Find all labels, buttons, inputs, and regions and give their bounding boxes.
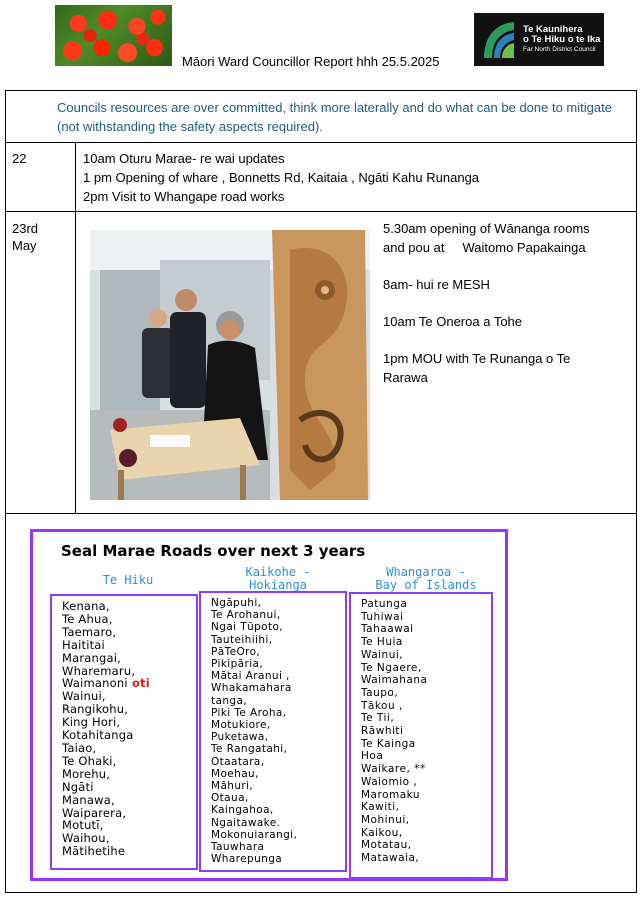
road-name: Piki Te Aroha, xyxy=(211,706,287,719)
road-name: Te Ahua, xyxy=(62,611,113,626)
resources-note: Councils resources are over committed, think more laterally and do what can be done to mitigate (not withstanding the safety aspects required). xyxy=(57,100,612,134)
road-list-item xyxy=(361,649,491,662)
column-heading-text: Bay of Islands xyxy=(375,578,477,592)
entry-line: 10am Te Oneroa a Tohe xyxy=(383,314,523,329)
road-list-item xyxy=(211,780,345,792)
road-list-item xyxy=(211,621,345,633)
road-name: Hoa xyxy=(361,750,384,763)
road-name: Maromaku xyxy=(361,788,421,801)
road-name: Mohinui, xyxy=(361,813,410,826)
road-list-item xyxy=(211,731,345,743)
council-logo xyxy=(474,13,604,66)
road-list-item xyxy=(361,598,491,611)
road-list-item xyxy=(361,636,491,649)
road-list-item xyxy=(361,712,491,725)
road-list-item xyxy=(361,700,491,713)
road-name: Mokonuiarangi, xyxy=(211,828,298,841)
row-divider xyxy=(5,513,637,514)
kaikohe-hokianga-list-box xyxy=(199,591,347,872)
road-name: Waikare, ** xyxy=(361,763,426,776)
road-list-item xyxy=(211,743,345,755)
road-name: Ngaitawake. xyxy=(211,816,281,829)
road-name: Wharepunga xyxy=(211,853,283,866)
road-list-item xyxy=(361,827,491,840)
road-name: Haititai xyxy=(62,637,105,652)
road-list-item xyxy=(361,738,491,751)
road-list-item xyxy=(211,817,345,829)
road-name: Moehau, xyxy=(211,767,259,780)
road-name: Te Kainga xyxy=(361,737,416,750)
road-list-item xyxy=(211,804,345,816)
road-list-item xyxy=(361,839,491,852)
road-list-item xyxy=(211,695,345,707)
entry-line: 2pm Visit to Whangape road works xyxy=(83,189,285,204)
road-list-item xyxy=(361,687,491,700)
road-name: Tākou , xyxy=(361,699,403,712)
entry-date-month: May xyxy=(12,238,37,253)
road-name: Wainui, xyxy=(361,648,404,661)
row-divider xyxy=(5,142,637,143)
road-list-item xyxy=(361,611,491,624)
road-name: Waimahana xyxy=(361,674,428,687)
road-list-item xyxy=(211,609,345,621)
road-name: Taupo, xyxy=(361,686,399,699)
row-divider xyxy=(5,211,637,212)
signing-ceremony-photo xyxy=(90,230,370,500)
road-name: tanga, xyxy=(211,694,248,707)
road-name: Otaua, xyxy=(211,792,249,805)
column-heading-text: Whangaroa - xyxy=(386,565,466,579)
road-name: Māhuri, xyxy=(211,780,254,793)
column-heading-kaikohe-hokianga xyxy=(203,566,353,592)
road-name: PāTeOro, xyxy=(211,645,261,658)
column-heading-text: Te Hiku xyxy=(102,573,154,587)
road-name: King Hori, xyxy=(62,715,121,730)
road-list-item xyxy=(211,682,345,694)
road-list-item xyxy=(62,845,196,858)
road-list-item xyxy=(361,725,491,738)
road-list-item xyxy=(211,646,345,658)
kaikohe-hokianga-road-list xyxy=(201,593,345,865)
road-list-item xyxy=(211,853,345,865)
road-list-item xyxy=(211,634,345,646)
road-name: Te Arohanui, xyxy=(211,609,281,622)
road-list-item xyxy=(211,841,345,853)
road-name: Waiomio , xyxy=(361,775,418,788)
road-list-item xyxy=(211,756,345,768)
entry-line: 10am Oturu Marae- re wai updates xyxy=(83,151,285,166)
road-name: Puketawa, xyxy=(211,731,269,744)
road-list-item xyxy=(211,829,345,841)
marae-roads-title: Seal Marae Roads over next 3 years xyxy=(61,542,366,560)
column-heading-text: Kaikohe - xyxy=(245,565,311,579)
road-name: Tuhiwai xyxy=(361,610,404,623)
whangaroa-boi-road-list xyxy=(351,594,491,865)
road-name: Waiparera, xyxy=(62,805,127,820)
poppy-field-image xyxy=(55,5,172,66)
road-name: Matawaia, xyxy=(361,852,420,865)
road-name: Taemaro, xyxy=(62,624,117,639)
entry-line: 5.30am opening of Wānanga rooms xyxy=(383,221,590,236)
entry-date xyxy=(12,220,38,254)
entry-details xyxy=(383,219,590,387)
marae-roads-card xyxy=(30,529,508,881)
council-logo-text xyxy=(523,25,600,54)
logo-line-1: Te Kaunihera xyxy=(523,24,583,36)
whangaroa-boi-list-box xyxy=(349,592,493,879)
entry-line: and pou at Waitomo Papakainga xyxy=(383,240,586,255)
road-list-item xyxy=(361,750,491,763)
road-name: Rangikohu, xyxy=(62,702,129,717)
road-name: Motatau, xyxy=(361,839,412,852)
entry-line: Rarawa xyxy=(383,370,428,385)
road-name: Manawa, xyxy=(62,792,115,807)
road-name: Rāwhiti xyxy=(361,725,404,738)
road-name: Te Huia xyxy=(361,636,403,649)
road-list-item xyxy=(361,662,491,675)
road-name: Kawiti, xyxy=(361,801,400,814)
road-list-item xyxy=(211,719,345,731)
road-name: Ngāpuhi, xyxy=(211,597,262,609)
entry-date-day: 23rd xyxy=(12,221,39,236)
te-hiku-road-list xyxy=(52,596,196,858)
road-list-item xyxy=(361,776,491,789)
road-name: Wharemaru, xyxy=(62,663,136,678)
road-name: Whakamahara xyxy=(211,682,292,695)
road-name: Tahaawai xyxy=(361,623,414,636)
logo-line-3: Far North District Council xyxy=(523,46,596,54)
column-heading-text: Hokianga xyxy=(249,578,307,592)
entry-line: 1pm MOU with Te Runanga o Te xyxy=(383,351,571,366)
road-list-item xyxy=(361,763,491,776)
road-name: Ngai Tūpoto, xyxy=(211,621,284,634)
te-hiku-list-box xyxy=(50,594,198,870)
road-list-item xyxy=(211,792,345,804)
column-heading-whangaroa-boi xyxy=(351,566,501,592)
road-name: Pikipāria, xyxy=(211,658,264,671)
road-name: Kaikou, xyxy=(361,826,403,839)
entry-date: 22 xyxy=(12,151,27,166)
report-title: Māori Ward Councillor Report hhh 25.5.2025 xyxy=(182,54,440,69)
road-name: Mātai Aranui , xyxy=(211,670,290,683)
road-list-item xyxy=(211,707,345,719)
logo-line-2: o Te Hiku o te Ika xyxy=(523,34,601,46)
column-heading-te-hiku xyxy=(53,574,203,587)
road-name: Kaingahoa, xyxy=(211,804,274,817)
road-name: Ngāti xyxy=(62,779,94,794)
road-name: Patunga xyxy=(361,598,408,610)
road-name: Kenana, xyxy=(62,599,110,613)
road-name: Kotahitanga xyxy=(62,728,134,743)
road-name: Otaatara, xyxy=(211,755,265,768)
road-name: Waihou, xyxy=(62,831,110,846)
entry-line: 8am- hui re MESH xyxy=(383,277,490,292)
road-name: Mātihetihe xyxy=(62,844,126,859)
entry-line: 1 pm Opening of whare , Bonnetts Rd, Kaitaia , Ngāti Kahu Runanga xyxy=(83,170,480,185)
road-list-item xyxy=(361,674,491,687)
road-name: Te Rangatahi, xyxy=(211,743,288,756)
road-name: Te Tii, xyxy=(361,712,395,725)
road-list-item xyxy=(211,768,345,780)
road-name: Te Ohaki, xyxy=(62,753,117,768)
road-highlight-note: oti xyxy=(127,676,150,691)
road-list-item xyxy=(211,658,345,670)
road-name: Morehu, xyxy=(62,766,111,781)
road-name: Motukiore, xyxy=(211,719,271,732)
road-name: Wainui, xyxy=(62,689,106,704)
road-name: Motutī, xyxy=(62,818,104,833)
road-name: Tauwhara xyxy=(211,841,265,854)
road-list-item xyxy=(361,814,491,827)
road-name: Waimanoni xyxy=(62,676,128,691)
road-list-item xyxy=(361,623,491,636)
road-list-item xyxy=(361,852,491,865)
road-list-item xyxy=(361,789,491,802)
signing-ceremony-illustration xyxy=(90,230,370,500)
road-list-item xyxy=(211,670,345,682)
road-list-item xyxy=(361,801,491,814)
road-name: Te Ngaere, xyxy=(361,661,422,674)
road-name: Taiao, xyxy=(62,740,97,755)
road-list-item xyxy=(211,597,345,609)
council-logo-icon xyxy=(480,18,518,61)
entry-details xyxy=(83,149,479,206)
column-divider xyxy=(75,142,76,513)
road-name: Tauteihiihi, xyxy=(211,633,273,646)
road-name: Marangai, xyxy=(62,650,122,665)
